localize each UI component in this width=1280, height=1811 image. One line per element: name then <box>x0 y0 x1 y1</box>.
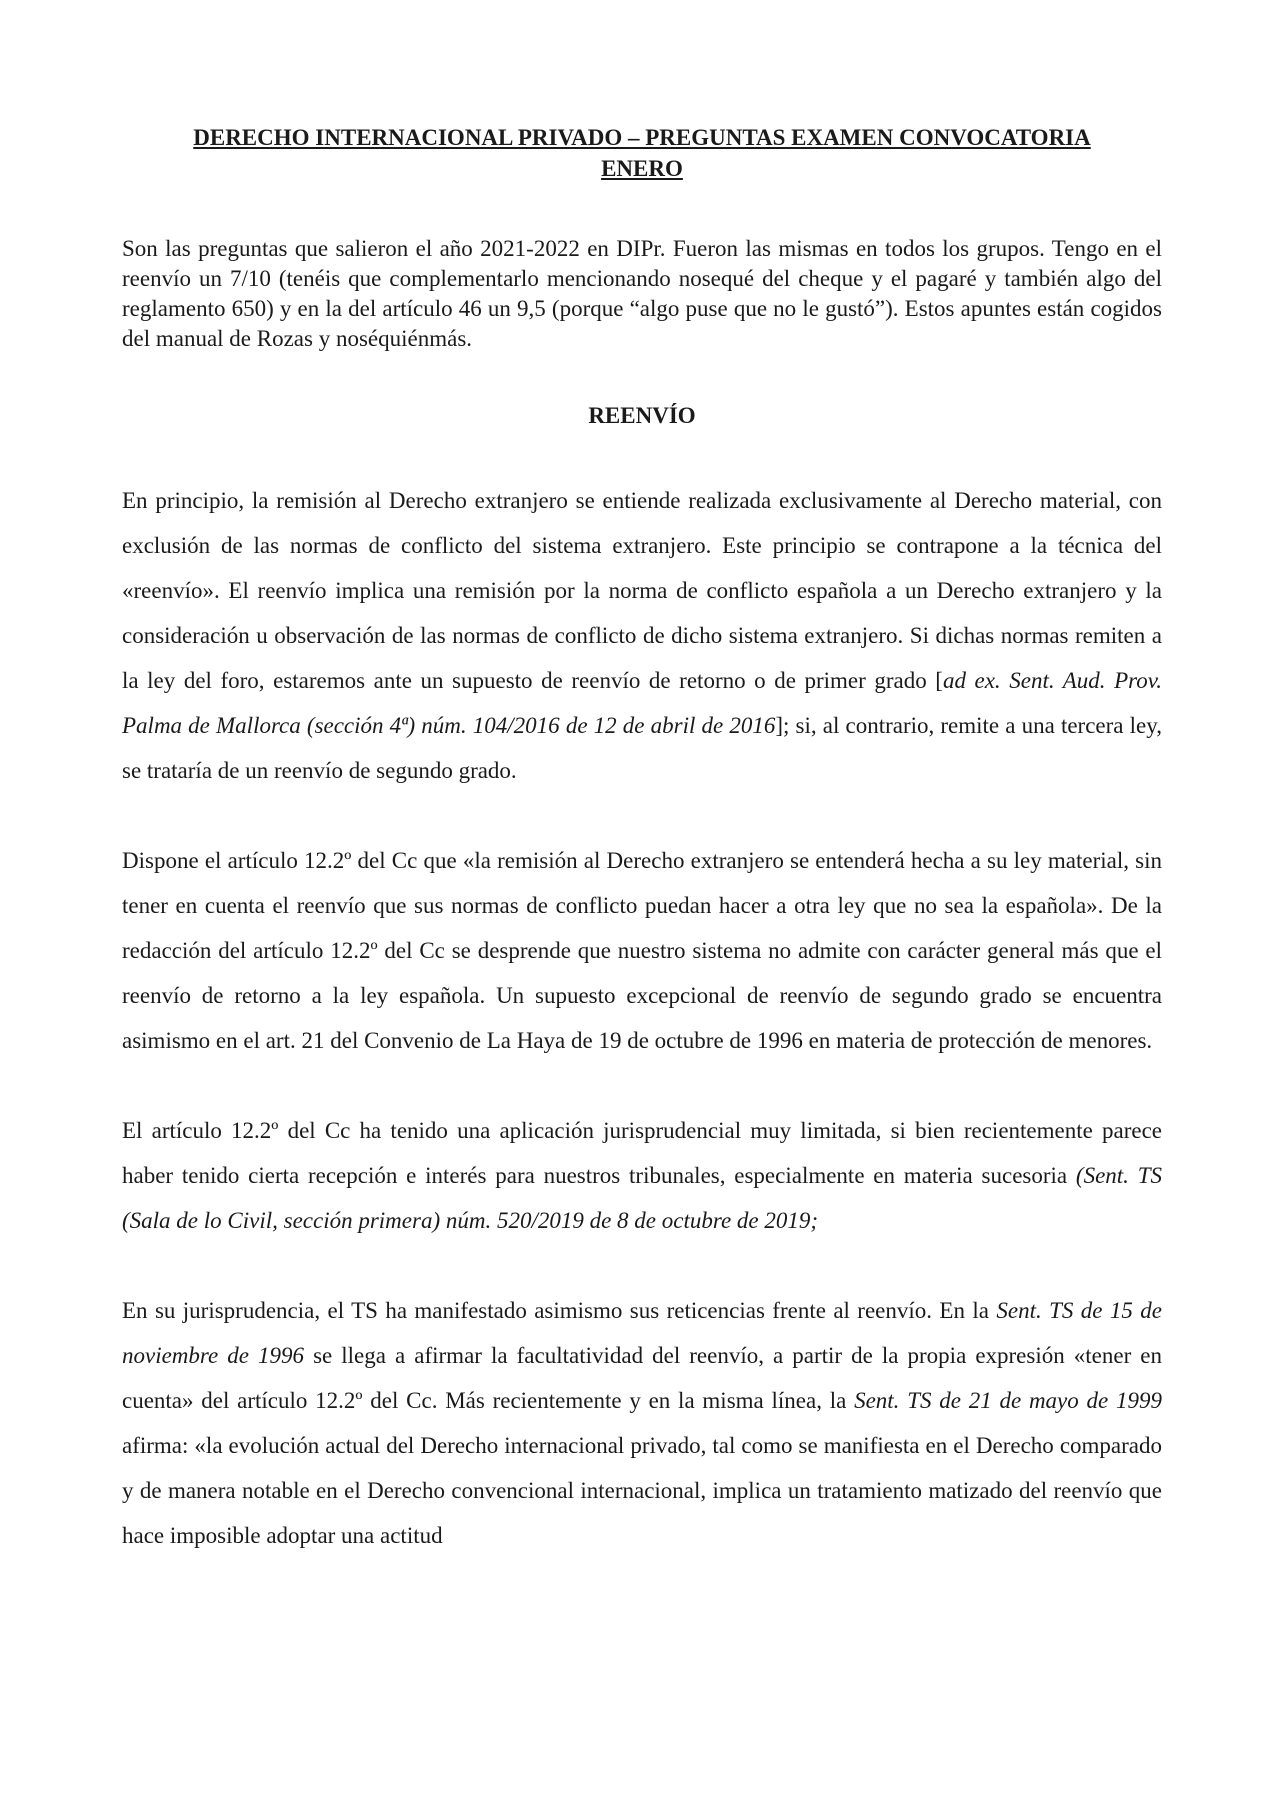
paragraph-4 <box>122 1288 1162 1558</box>
paragraph-1-citation: ad ex. Sent. Aud. Prov. Palma de Mallorca (sección 4ª) núm. 104/2016 de 12 de abril de 2016 <box>122 668 1162 738</box>
paragraph-1-text-a: En principio, la remisión al Derecho extranjero se entiende realizada exclusivamente al Derecho material, con exclusión de las normas de conflicto del sistema extranjero. Este principio se contrapone a la técnica del «reenvío». El reenvío implica una remisión por la norma de conflicto española a un Derecho extranjero y la consideración u observación de las normas de conflicto de dicho sistema extranjero. Si dichas normas remiten a la ley del foro, estaremos ante un supuesto de reenvío de retorno o de primer grado [ <box>122 488 1162 693</box>
paragraph-3-text-a: El artículo 12.2º del Cc ha tenido una aplicación jurisprudencial muy limitada, si bien recientemente parece haber tenido cierta recepción e interés para nuestros tribunales, especialmente en materia sucesoria <box>122 1118 1162 1188</box>
intro-paragraph: Son las preguntas que salieron el año 2021-2022 en DIPr. Fueron las mismas en todos los grupos. Tengo en el reenvío un 7/10 (tenéis que complementarlo mencionando nosequé del cheque y el pagaré y también algo del reglamento 650) y en la del artículo 46 un 9,5 (porque “algo puse que no le gustó”). Estos apuntes están cogidos del manual de Rozas y noséquiénmás. <box>122 236 1162 351</box>
paragraph-3 <box>122 1108 1162 1243</box>
paragraph-4-text-e: afirma: «la evolución actual del Derecho internacional privado, tal como se manifiesta en el Derecho comparado y de manera notable en el Derecho convencional internacional, implica un tratamiento matizado del reenvío que hace imposible adoptar una actitud <box>122 1433 1162 1548</box>
paragraph-1 <box>122 478 1162 793</box>
title-line-1: DERECHO INTERNACIONAL PRIVADO – PREGUNTAS EXAMEN CONVOCATORIA <box>193 125 1091 150</box>
paragraph-4-citation-2: Sent. TS de 21 de mayo de 1999 <box>854 1388 1162 1413</box>
paragraph-2: Dispone el artículo 12.2º del Cc que «la remisión al Derecho extranjero se entenderá hecha a su ley material, sin tener en cuenta el reenvío que sus normas de conflicto puedan hacer a otra ley que no sea la española». De la redacción del artículo 12.2º del Cc se desprende que nuestro sistema no admite con carácter general más que el reenvío de retorno a la ley española. Un supuesto excepcional de reenvío de segundo grado se encuentra asimismo en el art. 21 del Convenio de La Haya de 19 de octubre de 1996 en materia de protección de menores. <box>122 848 1162 1053</box>
paragraph-4-text-a: En su jurisprudencia, el TS ha manifestado asimismo sus reticencias frente al reenvío. En la <box>122 1298 997 1323</box>
paragraph-4-text-c: se llega a afirmar la facultatividad del reenvío, a partir de la propia expresión «tener en cuenta» del artículo 12.2º del Cc. Más recientemente y en la misma línea, la <box>122 1343 1162 1413</box>
document-title <box>122 122 1162 184</box>
paragraph-3-citation: (Sent. TS (Sala de lo Civil, sección primera) núm. 520/2019 de 8 de octubre de 2019; <box>122 1163 1162 1233</box>
title-line-2: ENERO <box>601 156 683 181</box>
paragraph-4-citation-1: Sent. TS de 15 de noviembre de 1996 <box>122 1298 1162 1368</box>
section-heading-reenvio: REENVÍO <box>588 403 696 428</box>
paragraph-1-text-c: ]; si, al contrario, remite a una tercera ley, se trataría de un reenvío de segundo grado. <box>122 713 1162 783</box>
